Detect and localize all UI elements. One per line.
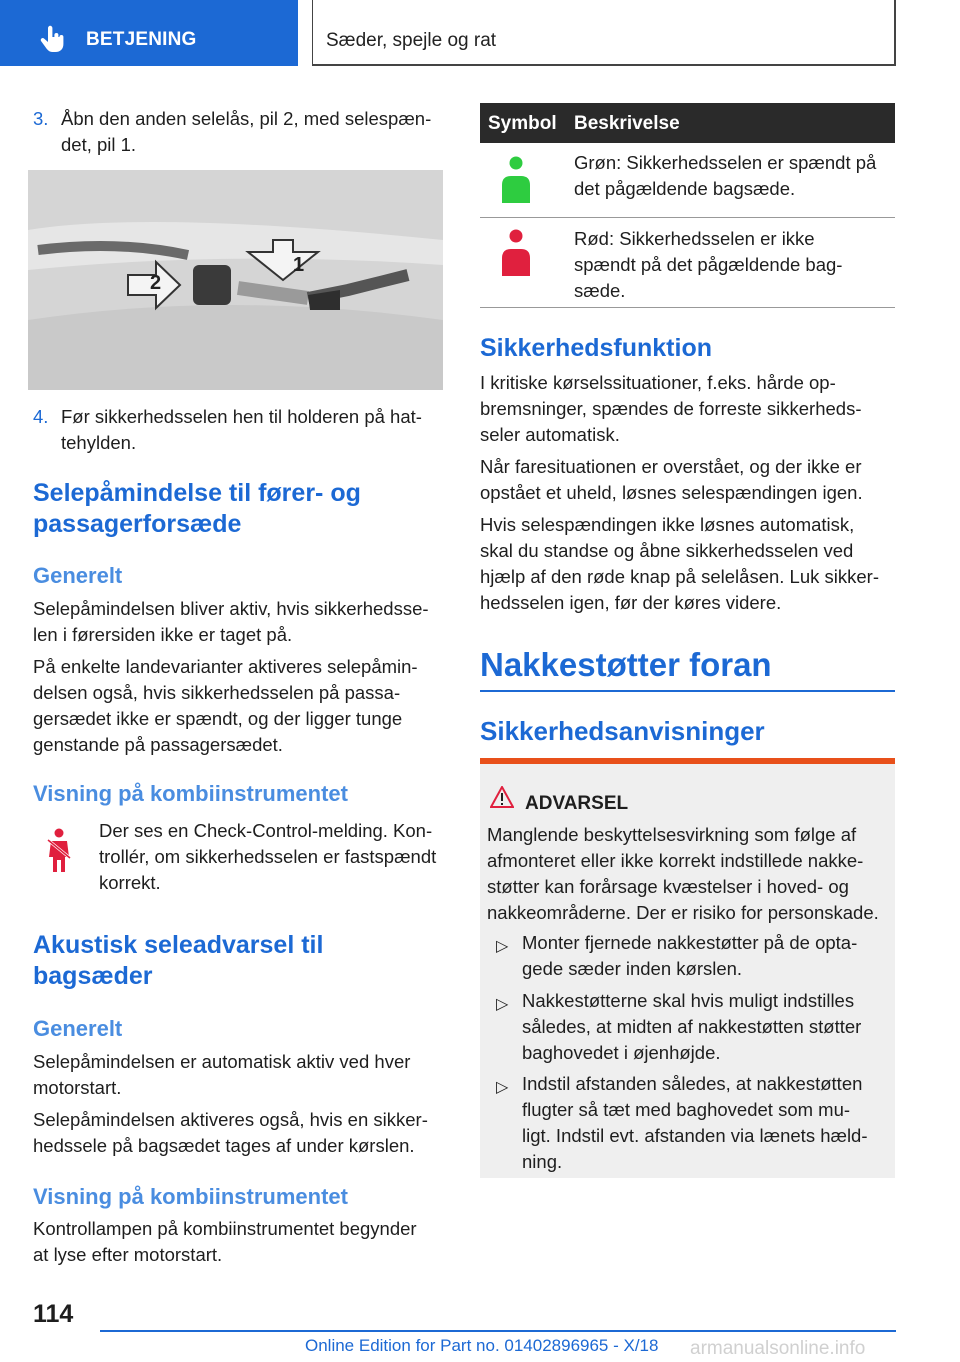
bullet-triangle-icon: ▷ bbox=[496, 1079, 509, 1096]
heading-generelt-2: Generelt bbox=[33, 1016, 123, 1041]
warning-box bbox=[480, 758, 895, 1178]
table-cell-description bbox=[574, 226, 894, 304]
heading-nakkestotter: Nakkestøtter foran bbox=[480, 646, 772, 683]
warning-title: ADVARSEL bbox=[525, 793, 629, 814]
text-line: Nakkestøtterne skal hvis muligt indstilles bbox=[522, 990, 855, 1011]
text-line: Selepåmindelsen bliver aktiv, hvis sikkerhedsse- bbox=[33, 598, 429, 619]
check-control-text bbox=[99, 818, 449, 896]
chapter-title: Sæder, spejle og rat bbox=[326, 30, 497, 51]
bullet-triangle-icon: ▷ bbox=[496, 938, 509, 955]
heading-line: Akustisk seleadvarsel til bbox=[33, 931, 324, 959]
text-line: ligt. Indstil evt. afstanden via lænets hæld- bbox=[522, 1125, 868, 1146]
text-line: len i førersiden ikke er taget på. bbox=[33, 624, 293, 645]
text-line: seler automatisk. bbox=[480, 424, 620, 445]
heading-visning-2: Visning på kombiinstrumentet bbox=[33, 1184, 348, 1209]
text-line: Hvis selespændingen ikke løsnes automatisk, bbox=[480, 514, 855, 535]
table-divider bbox=[480, 307, 895, 308]
table-cell-description bbox=[574, 150, 894, 202]
text-line: motorstart. bbox=[33, 1077, 122, 1098]
text-line: Når faresituationen er overstået, og der ikke er bbox=[480, 456, 862, 477]
footer-rule bbox=[100, 1330, 896, 1332]
text-line: gede sæder inden kørslen. bbox=[522, 958, 743, 979]
paragraph-1 bbox=[33, 596, 448, 648]
heading-sikkerhedsfunktion: Sikkerhedsfunktion bbox=[480, 334, 712, 362]
step-4 bbox=[33, 404, 443, 456]
bullet-triangle-icon: ▷ bbox=[496, 996, 509, 1013]
column-header-symbol: Symbol bbox=[488, 113, 557, 134]
text-line: Manglende beskyttelsesvirkning som følge af bbox=[487, 824, 857, 845]
text-line: det pågældende bagsæde. bbox=[574, 178, 796, 199]
text-line: således, at midten af nakkestøtten støtter bbox=[522, 1016, 862, 1037]
step-text-line: det, pil 1. bbox=[61, 134, 137, 155]
page-number: 114 bbox=[33, 1300, 74, 1328]
edition-text: Online Edition for Part no. 01402896965 - X/18 bbox=[305, 1336, 659, 1355]
heading-line: passagerforsæde bbox=[33, 510, 242, 538]
heading-underline bbox=[480, 690, 895, 692]
text-line: korrekt. bbox=[99, 872, 161, 893]
heading-line: bagsæder bbox=[33, 962, 153, 990]
section-title: BETJENING bbox=[86, 29, 197, 50]
step-number: 4. bbox=[33, 406, 49, 427]
text-line: trollér, om sikkerhedsselen er fastspændt bbox=[99, 846, 437, 867]
text-line: Monter fjernede nakkestøtter på de opta- bbox=[522, 932, 858, 953]
text-line: hedsselen igen, før der køres videre. bbox=[480, 592, 782, 613]
text-line: hedssele på bagsædet tages af under kørslen. bbox=[33, 1135, 415, 1156]
text-line: Selepåmindelsen aktiveres også, hvis en sikker- bbox=[33, 1109, 428, 1130]
text-line: På enkelte landevarianter aktiveres selepåmin- bbox=[33, 656, 418, 677]
warning-text bbox=[487, 822, 892, 926]
paragraph-s2 bbox=[480, 454, 895, 506]
paragraph-s1 bbox=[480, 370, 895, 448]
text-line: opstået et uheld, løsnes selespændingen igen. bbox=[480, 482, 863, 503]
text-line: Indstil afstanden således, at nakkestøtten bbox=[522, 1073, 863, 1094]
text-line: Kontrollampen på kombiinstrumentet begynder bbox=[33, 1218, 417, 1239]
step-text-line: Åbn den anden selelås, pil 2, med selespæn- bbox=[61, 108, 432, 129]
seat-belt-photo bbox=[28, 170, 443, 390]
step-number: 3. bbox=[33, 108, 49, 129]
paragraph-4 bbox=[33, 1107, 448, 1159]
seatbelt-warning-icon bbox=[44, 828, 74, 874]
paragraph-2 bbox=[33, 654, 448, 758]
text-line: baghovedet i øjenhøjde. bbox=[522, 1042, 721, 1063]
text-line: hjælp af den røde knap på selelåsen. Luk sikker- bbox=[480, 566, 879, 587]
heading-visning-1: Visning på kombiinstrumentet bbox=[33, 781, 348, 806]
watermark: armanualsonline.info bbox=[690, 1338, 866, 1359]
heading-generelt-1: Generelt bbox=[33, 563, 123, 588]
text-line: gersædet ikke er spændt, og der ligger tunge bbox=[33, 708, 403, 729]
seat-belt-illustration bbox=[28, 170, 443, 390]
arrow-2-label: 2 bbox=[150, 272, 162, 294]
text-line: sæde. bbox=[574, 280, 626, 301]
text-line: skal du standse og åbne sikkerhedsselen ved bbox=[480, 540, 854, 561]
table-divider bbox=[480, 217, 895, 218]
text-line: spændt på det pågældende bag- bbox=[574, 254, 843, 275]
text-line: Selepåmindelsen er automatisk aktiv ved hver bbox=[33, 1051, 411, 1072]
text-line: I kritiske kørselssituationer, f.eks. hårde op- bbox=[480, 372, 836, 393]
text-line: afmonteret eller ikke korrekt indstillede nakke- bbox=[487, 850, 864, 871]
text-line: genstande på passagersædet. bbox=[33, 734, 283, 755]
red-seat-indicator-icon bbox=[500, 228, 532, 278]
paragraph-5 bbox=[33, 1216, 448, 1268]
warning-list-item bbox=[522, 930, 882, 982]
hand-pointer-icon bbox=[38, 24, 68, 54]
step-text-line: Før sikkerhedsselen hen til holderen på hat- bbox=[61, 406, 422, 427]
step-3 bbox=[33, 106, 443, 158]
arrow-1-label: 1 bbox=[293, 254, 305, 276]
text-line: støtter kan forårsage kvæstelser i hoved- og bbox=[487, 876, 849, 897]
text-line: Rød: Sikkerhedsselen er ikke bbox=[574, 228, 815, 249]
text-line: bremsninger, spændes de forreste sikkerheds- bbox=[480, 398, 862, 419]
symbol-table-header bbox=[480, 103, 895, 143]
column-header-description: Beskrivelse bbox=[574, 113, 680, 134]
green-seat-indicator-icon bbox=[500, 155, 532, 205]
heading-selepaamindelse bbox=[33, 478, 361, 540]
paragraph-s3 bbox=[480, 512, 895, 616]
warning-triangle-icon bbox=[490, 786, 514, 808]
edition-link[interactable] bbox=[305, 1336, 658, 1356]
text-line: delsen også, hvis sikkerhedsselen på passa- bbox=[33, 682, 401, 703]
step-text-line: tehylden. bbox=[61, 432, 137, 453]
text-line: flugter så tæt med baghovedet som mu- bbox=[522, 1099, 851, 1120]
text-line: ning. bbox=[522, 1151, 563, 1172]
section-tab[interactable] bbox=[0, 0, 298, 66]
heading-akustisk bbox=[33, 930, 323, 992]
warning-list-item bbox=[522, 988, 882, 1066]
heading-sikkerhedsanvisninger: Sikkerhedsanvisninger bbox=[480, 716, 765, 746]
text-line: at lyse efter motorstart. bbox=[33, 1244, 223, 1265]
warning-list-item bbox=[522, 1071, 882, 1175]
text-line: nakkeområderne. Der er risiko for personskade. bbox=[487, 902, 879, 923]
text-line: Der ses en Check-Control-melding. Kon- bbox=[99, 820, 433, 841]
heading-line: Selepåmindelse til fører- og bbox=[33, 479, 361, 507]
text-line: Grøn: Sikkerhedsselen er spændt på bbox=[574, 152, 877, 173]
paragraph-3 bbox=[33, 1049, 448, 1101]
